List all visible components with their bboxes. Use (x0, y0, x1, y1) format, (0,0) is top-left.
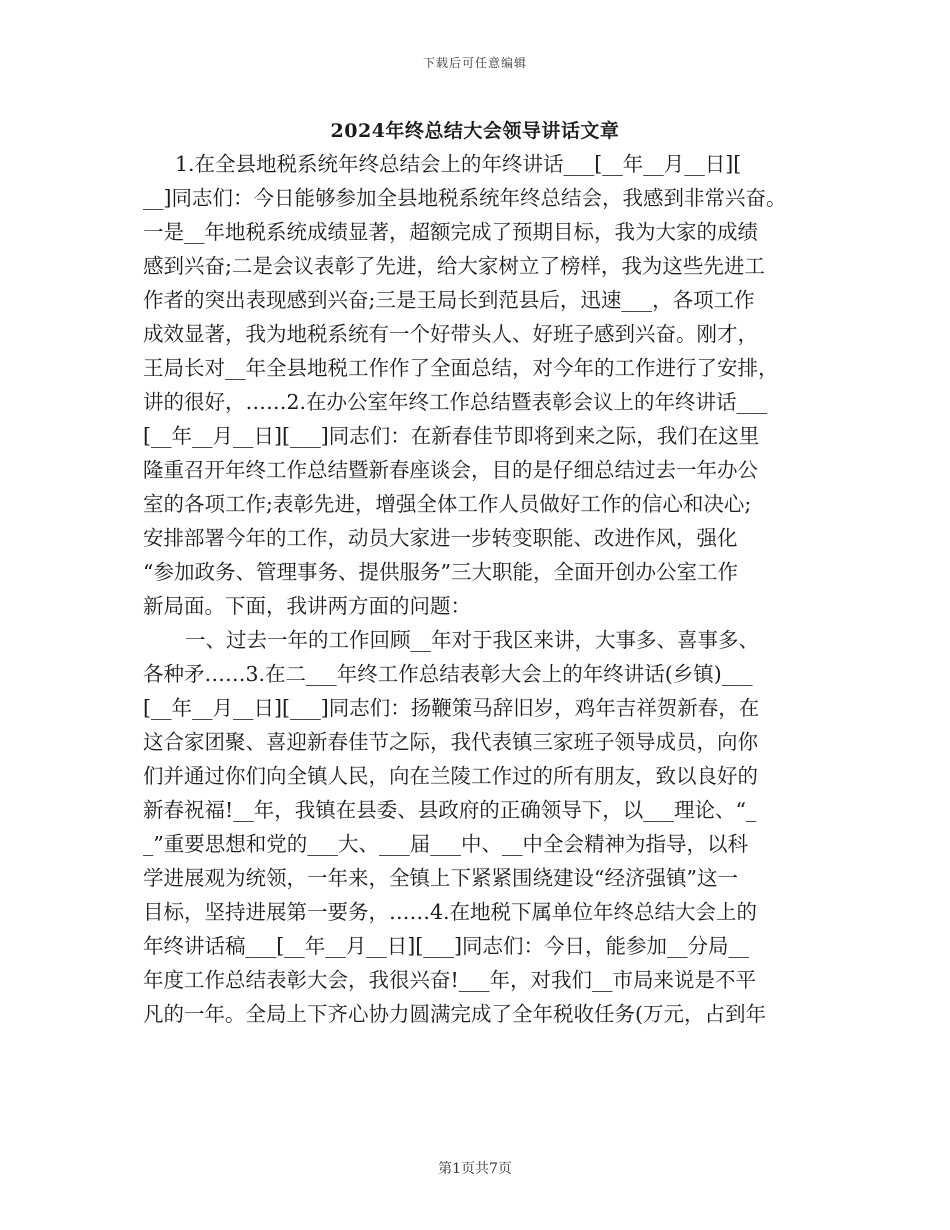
page-header-note: 下载后可任意编辑 (422, 56, 527, 70)
body-line: 一是__年地税系统成绩显著，超额完成了预期目标，我为大家的成绩 (143, 220, 758, 244)
document-title: 2024年终总结大会领导讲话文章 (330, 120, 620, 142)
body-line: 凡的一年。全局上下齐心协力圆满完成了全年税收任务(万元，占到年 (143, 1002, 766, 1026)
body-line: 成效显著，我为地税系统有一个好带头人、好班子感到兴奋。刚才， (143, 322, 758, 346)
body-line: 1.在全县地税系统年终总结会上的年终讲话___[__年__月__日][ (175, 152, 742, 176)
page-number-footer: 第1页共7页 (438, 1161, 512, 1177)
body-line: __]同志们：今日能够参加全县地税系统年终总结会，我感到非常兴奋。 (143, 186, 787, 210)
body-line: 年度工作总结表彰大会，我很兴奋!___年，对我们__市局来说是不平 (143, 968, 756, 992)
body-line: 感到兴奋;二是会议表彰了先进，给大家树立了榜样，我为这些先进工 (143, 254, 765, 278)
body-line: 目标，坚持进展第一要务，……4.在地税下属单位年终总结大会上的 (143, 900, 758, 924)
body-line: 年终讲话稿___[__年__月__日][___]同志们：今日，能参加__分局__ (143, 934, 749, 958)
body-line: 讲的很好，……2.在办公室年终工作总结暨表彰会议上的年终讲话___ (143, 390, 768, 414)
body-line: 新局面。下面，我讲两方面的问题： (143, 594, 471, 618)
body-line: _”重要思想和党的___大、___届___中、__中全会精神为指导，以科 (143, 832, 748, 856)
body-line: 新春祝福!__年，我镇在县委、县政府的正确领导下，以___理论、“_ (143, 798, 757, 822)
body-line: 室的各项工作;表彰先进，增强全体工作人员做好工作的信心和决心; (143, 492, 752, 516)
body-line: [__年__月__日][___]同志们：扬鞭策马辞旧岁，鸡年吉祥贺新春，在 (143, 696, 760, 720)
body-line: 王局长对__年全县地税工作作了全面总结，对今年的工作进行了安排， (143, 356, 779, 380)
body-line: 作者的突出表现感到兴奋;三是王局长到范县后，迅速___，各项工作 (143, 288, 755, 312)
body-line: 一、过去一年的工作回顾__年对于我区来讲，大事多、喜事多、 (185, 628, 759, 652)
body-line: 安排部署今年的工作，动员大家进一步转变职能、改进作风，强化 (143, 526, 738, 550)
body-line: 这合家团聚、喜迎新春佳节之际，我代表镇三家班子领导成员，向你 (143, 730, 758, 754)
body-line: 隆重召开年终工作总结暨新春座谈会，目的是仔细总结过去一年办公 (143, 458, 758, 482)
body-line: 们并通过你们向全镇人民，向在兰陵工作过的所有朋友，致以良好的 (143, 764, 758, 788)
body-line: 学进展观为统领，一年来，全镇上下紧紧围绕建设“经济强镇”这一 (143, 866, 738, 890)
body-line: [__年__月__日][___]同志们：在新春佳节即将到来之际，我们在这里 (143, 424, 760, 448)
body-line: 各种矛……3.在二___年终工作总结表彰大会上的年终讲话(乡镇)___ (143, 662, 753, 686)
body-line: “参加政务、管理事务、提供服务”三大职能，全面开创办公室工作 (143, 560, 738, 584)
